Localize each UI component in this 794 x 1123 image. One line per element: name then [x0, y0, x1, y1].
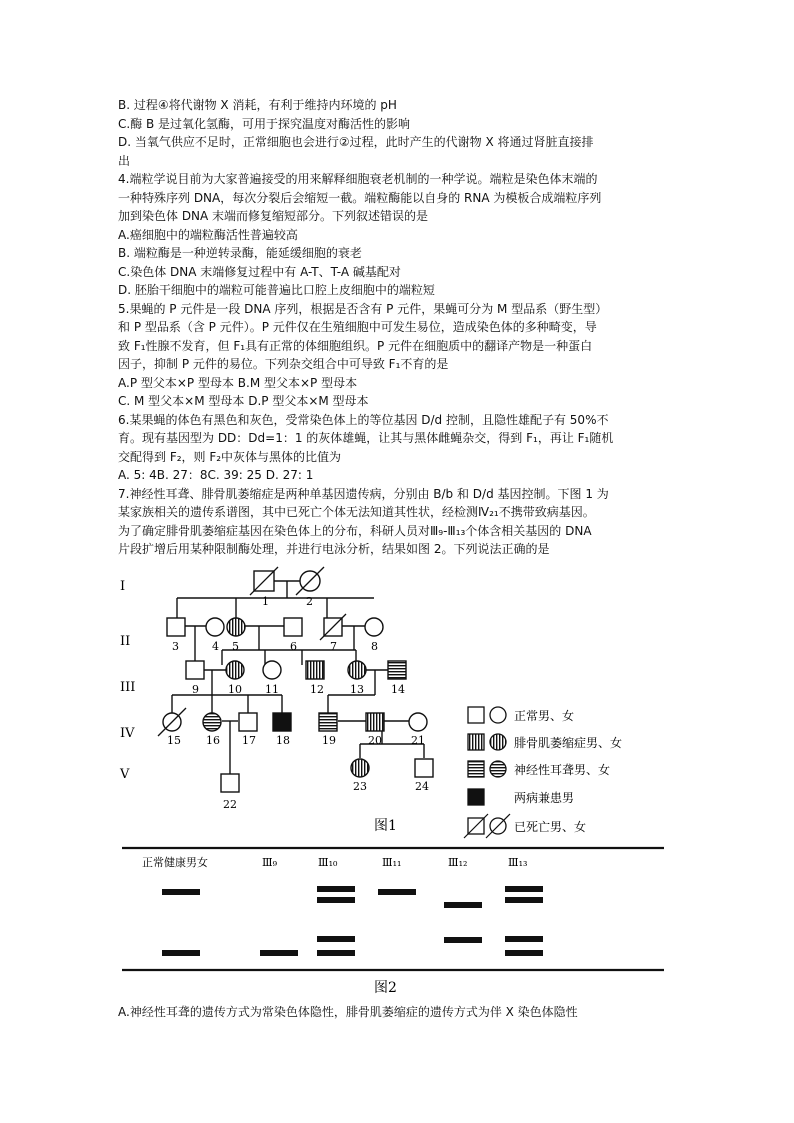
individual-number: 24 [415, 780, 429, 793]
text-line: A. 5: 4B. 27：8C. 39: 25 D. 27: 1 [118, 468, 314, 482]
text-line: 出 [118, 153, 131, 168]
individual-number: 12 [310, 683, 324, 696]
individual-deafness-female [203, 713, 221, 731]
text-line: 一种特殊序列 DNA，每次分裂后会缩短一截。端粒酶能以自身的 RNA 为模板合成端粒序列 [118, 190, 602, 205]
gel-lane-label: Ⅲ₁₃ [508, 856, 528, 869]
individual-number: 23 [353, 780, 367, 793]
gel-band [505, 950, 543, 956]
individual-number: 15 [167, 734, 181, 747]
text-line: 4.端粒学说目前为大家普遍接受的用来解释细胞衰老机制的一种学说。端粒是染色体末端的 [118, 172, 598, 186]
text-line: C.染色体 DNA 末端修复过程中有 A-T、T-A 碱基配对 [118, 264, 401, 279]
option-a: A.神经性耳聋的遗传方式为常染色体隐性，腓骨肌萎缩症的遗传方式为伴 X 染色体隐性 [118, 1005, 578, 1019]
legend-label: 腓骨肌萎缩症男、女 [514, 736, 623, 750]
individual-number: 6 [290, 640, 297, 653]
generation-label: I [120, 579, 126, 594]
legend [464, 707, 622, 838]
text-line: 片段扩增后用某种限制酶处理，并进行电泳分析，结果如图 2。下列说法正确的是 [118, 542, 550, 556]
individual-cmt-male [306, 661, 324, 679]
text-line: C.酶 B 是过氧化氢酶，可用于探究温度对酶活性的影响 [118, 116, 411, 131]
gel-lane-label: Ⅲ₁₁ [382, 856, 402, 869]
individual-both-diseases-male [273, 713, 291, 731]
generation-label: II [120, 634, 131, 649]
gel-band [505, 936, 543, 942]
legend-label: 已死亡男、女 [514, 820, 587, 834]
legend-label: 两病兼患男 [514, 791, 575, 805]
individual-number: 14 [391, 683, 405, 696]
individual-number: 3 [172, 640, 179, 653]
gel-band [444, 937, 482, 943]
individual-number: 11 [265, 683, 279, 696]
individual-normal-female [263, 661, 281, 679]
figure2-caption: 图2 [374, 980, 397, 996]
individual-normal-male [221, 774, 239, 792]
generation-label: IV [120, 726, 135, 741]
pedigree-lines [172, 581, 424, 758]
gel-band [317, 886, 355, 892]
gel-band [260, 950, 298, 956]
individual-normal-female [206, 618, 224, 636]
individual-deafness-male [388, 661, 406, 679]
text-line: 加到染色体 DNA 末端而修复缩短部分。下列叙述错误的是 [118, 209, 429, 223]
individual-normal-male [167, 618, 185, 636]
individual-number: 18 [276, 734, 290, 747]
individual-cmt-female [348, 661, 366, 679]
individual-normal-female [409, 713, 427, 731]
individual-cmt-female [226, 661, 244, 679]
individual-normal-female [365, 618, 383, 636]
legend-label: 正常男、女 [514, 709, 575, 723]
individual-number: 8 [371, 640, 378, 653]
text-line: A.P 型父本×P 型母本 B.M 型父本×P 型母本 [118, 375, 358, 390]
text-line: 6.某果蝇的体色有黑色和灰色，受常染色体上的等位基因 D/d 控制，且隐性雄配子有 50%不 [118, 412, 609, 427]
pedigree-and-gel-figure [112, 560, 672, 1000]
gel-band [505, 897, 543, 903]
figure-area [112, 560, 672, 1000]
text-line: 育。现有基因型为 DD：Dd=1：1 的灰体雄蝇，让其与黑体雌蝇杂交，得到 F₁，再让 F₁随机 [118, 431, 614, 445]
text-line: 某家族相关的遗传系谱图，其中已死亡个体无法知道其性状，经检测Ⅳ₂₁不携带致病基因。 [118, 505, 595, 519]
individual-number: 21 [411, 734, 425, 747]
gel-lane-label: Ⅲ₁₂ [448, 856, 468, 869]
individual-normal-male [186, 661, 204, 679]
individual-normal-male [415, 759, 433, 777]
text-line: 交配得到 F₂，则 F₂中灰体与黑体的比值为 [118, 449, 342, 464]
text-line: 5.果蝇的 P 元件是一段 DNA 序列，根据是否含有 P 元件，果蝇可分为 M 型品系（野生型） [118, 301, 608, 316]
gel-band [317, 897, 355, 903]
individual-number: 4 [212, 640, 219, 653]
individual-normal-male [239, 713, 257, 731]
individual-number: 17 [242, 734, 256, 747]
text-line: 和 P 型品系（含 P 元件）。P 元件仅在生殖细胞中可发生易位，造成染色体的多种畸变，导 [118, 320, 597, 334]
question-text [118, 96, 678, 559]
individual-number: 1 [262, 595, 269, 608]
generation-label: III [120, 680, 136, 695]
individual-number: 13 [350, 683, 364, 696]
figure1-caption: 图1 [374, 818, 397, 834]
individual-number: 9 [192, 683, 199, 696]
individual-number: 19 [322, 734, 336, 747]
gel-band [317, 950, 355, 956]
individual-number: 5 [232, 640, 239, 653]
text-line: 致 F₁性腺不发育，但 F₁具有正常的体细胞组织。P 元件在细胞质中的翻译产物是一种蛋白 [118, 338, 593, 353]
text-line: 为了确定腓骨肌萎缩症基因在染色体上的分布，科研人员对Ⅲ₉-Ⅲ₁₃个体含相关基因的 DNA [118, 523, 592, 538]
text-line: B. 过程④将代谢物 X 消耗，有利于维持内环境的 pH [118, 98, 397, 112]
text-line: C. M 型父本×M 型母本 D.P 型父本×M 型母本 [118, 394, 369, 408]
individual-cmt-male [366, 713, 384, 731]
gel-lane-label: Ⅲ₉ [262, 856, 278, 869]
individual-number: 20 [368, 734, 382, 747]
text-line: D. 当氧气供应不足时，正常细胞也会进行②过程，此时产生的代谢物 X 将通过肾脏直接排 [118, 135, 594, 149]
gel-lane-label: Ⅲ₁₀ [318, 856, 338, 869]
gel-band [162, 950, 200, 956]
gel-bands [162, 886, 543, 956]
gel-band [162, 889, 200, 895]
individual-number: 10 [228, 683, 242, 696]
individual-number: 2 [306, 595, 313, 608]
text-line: 因子，抑制 P 元件的易位。下列杂交组合中可导致 F₁不育的是 [118, 357, 449, 371]
gel-band [317, 936, 355, 942]
gel-band [378, 889, 416, 895]
individual-cmt-female [227, 618, 245, 636]
gel-band [444, 902, 482, 908]
gel-lane-label: 正常健康男女 [142, 856, 208, 869]
individual-number: 16 [206, 734, 220, 747]
individual-deafness-male [319, 713, 337, 731]
individual-number: 22 [223, 798, 237, 811]
text-line: D. 胚胎干细胞中的端粒可能普遍比口腔上皮细胞中的端粒短 [118, 283, 435, 297]
individual-normal-male [284, 618, 302, 636]
text-line: A.癌细胞中的端粒酶活性普遍较高 [118, 227, 298, 242]
text-line: B. 端粒酶是一种逆转录酶，能延缓细胞的衰老 [118, 246, 362, 260]
text-line: 7.神经性耳聋、腓骨肌萎缩症是两种单基因遗传病，分别由 B/b 和 D/d 基因控制。下图 1 为 [118, 486, 609, 501]
gel-band [505, 886, 543, 892]
individual-number: 7 [330, 640, 337, 653]
individual-cmt-female [351, 759, 369, 777]
generation-label: V [120, 767, 130, 782]
legend-label: 神经性耳聋男、女 [514, 763, 611, 777]
